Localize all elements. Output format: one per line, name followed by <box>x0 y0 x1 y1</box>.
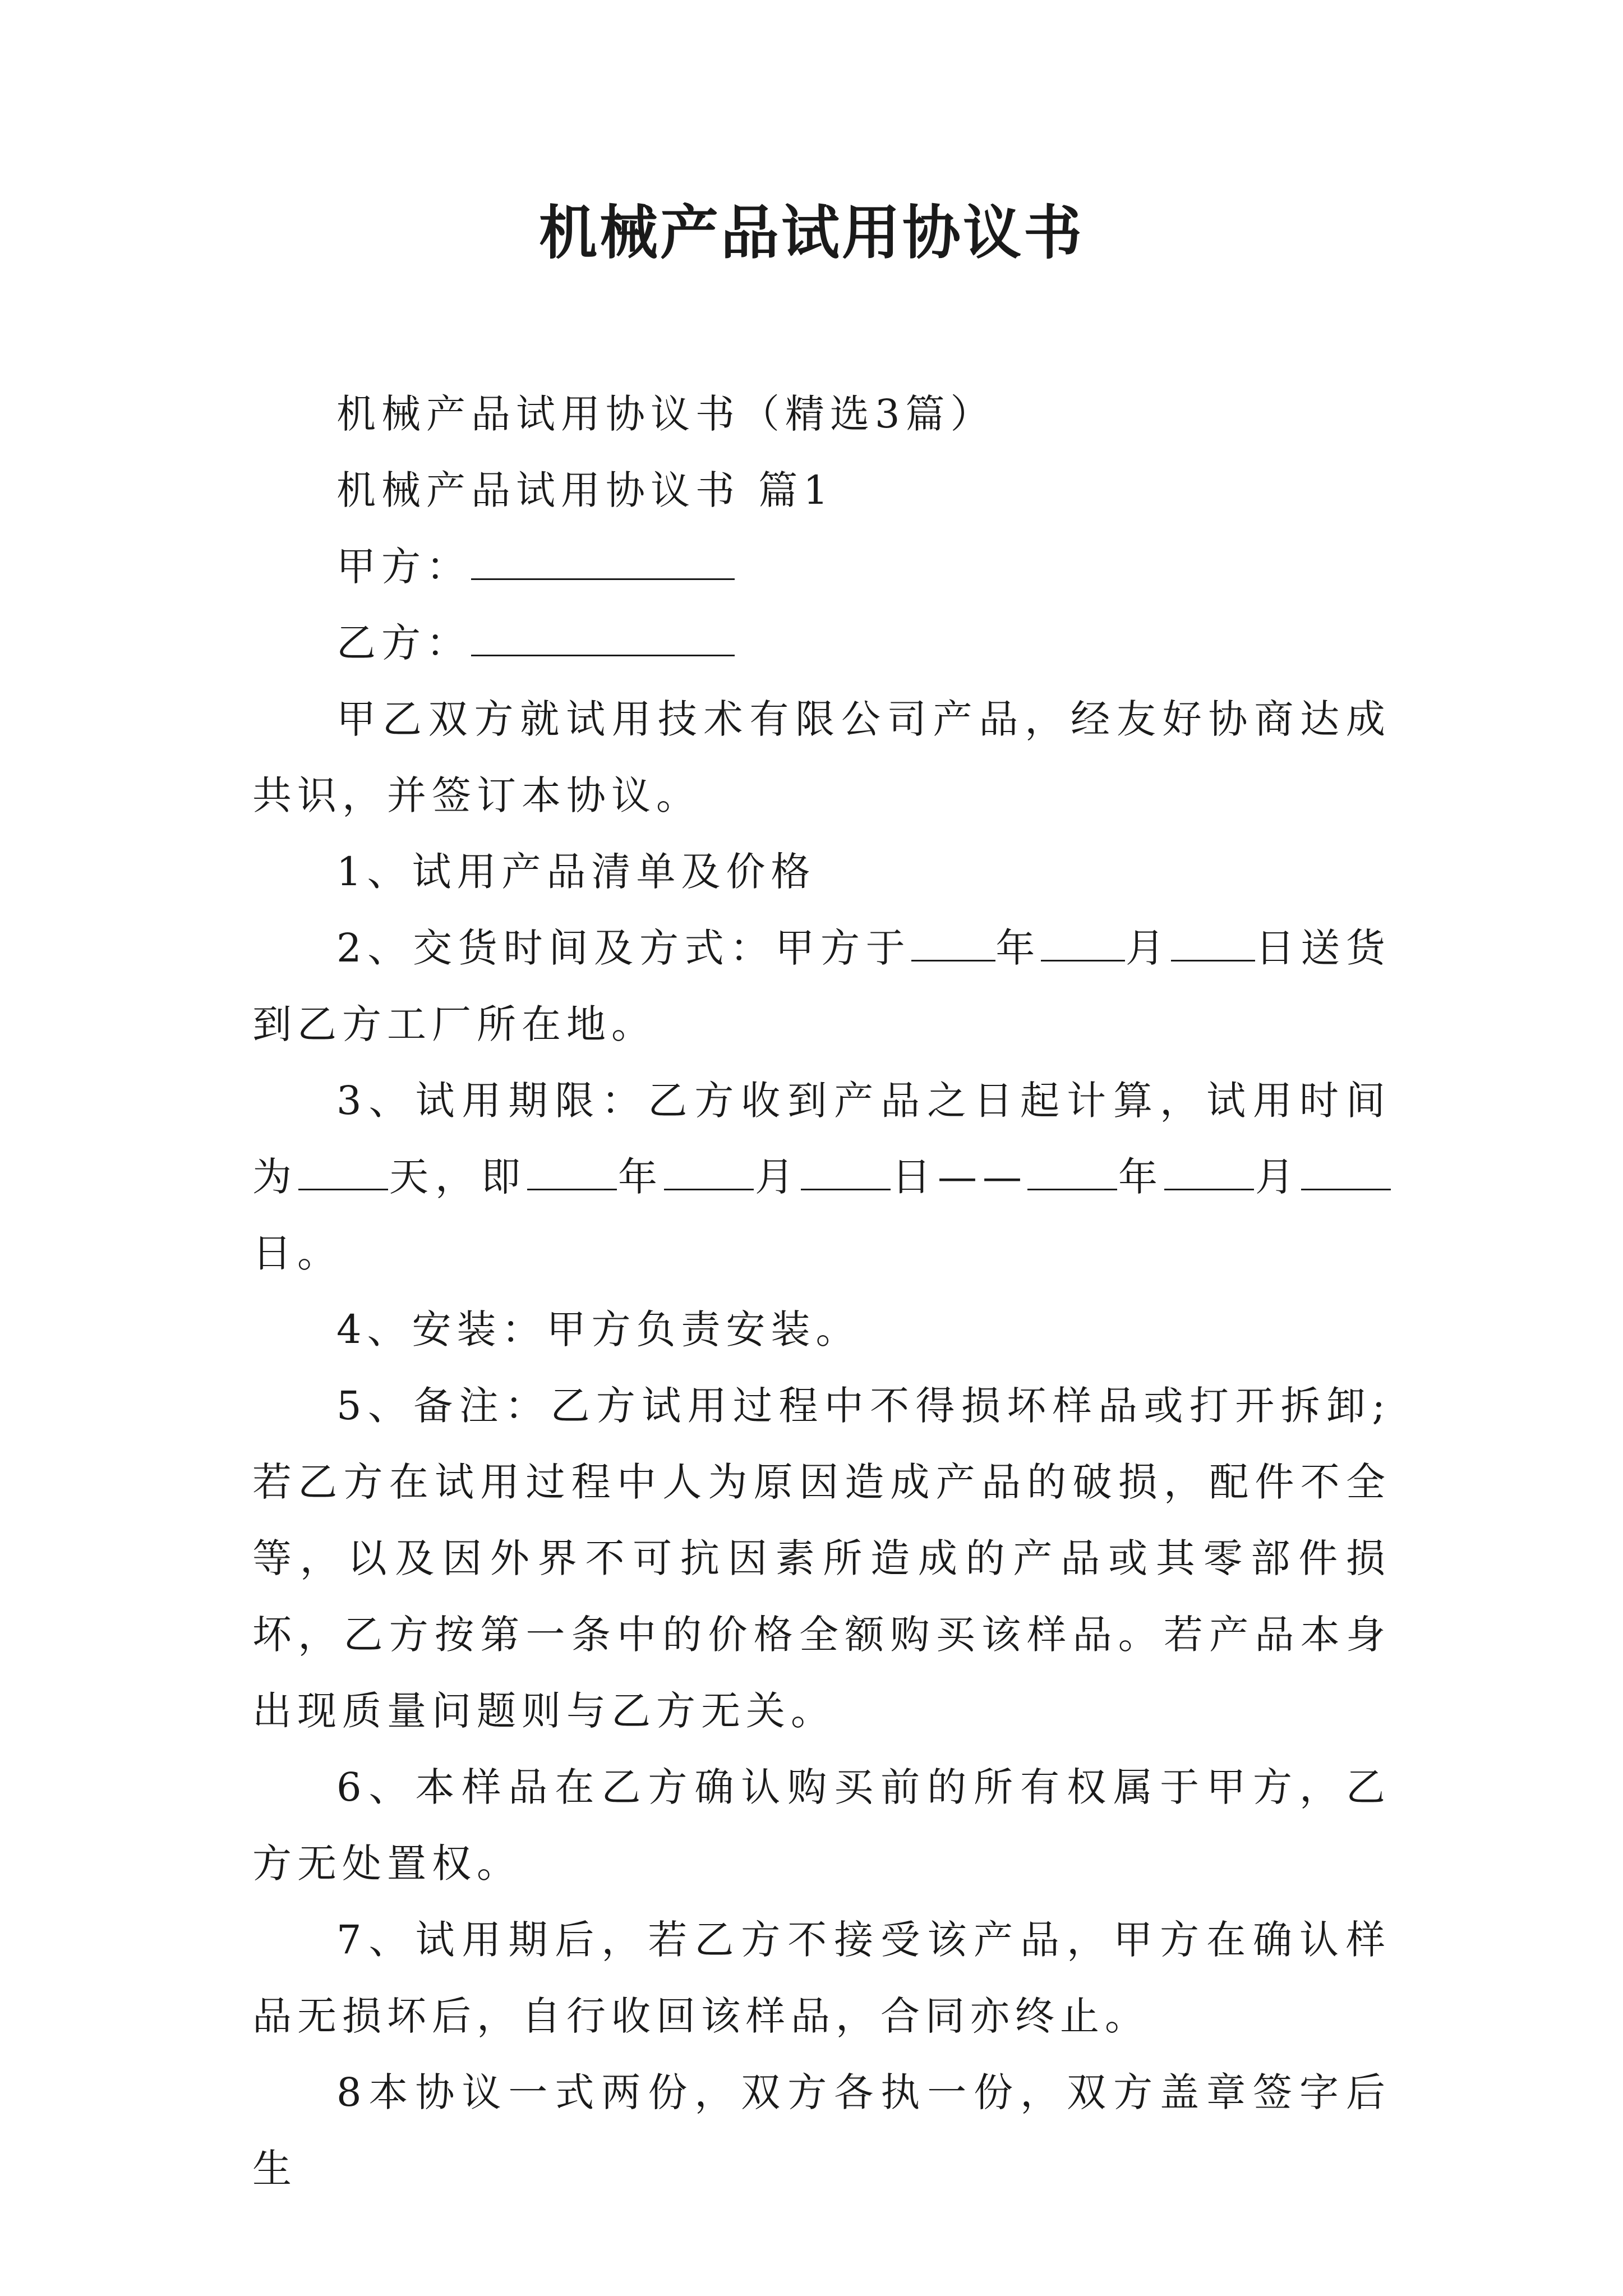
clause-2-month: 月 <box>1125 925 1171 971</box>
end-day-blank <box>1301 1155 1391 1190</box>
party-a-label: 甲方： <box>336 544 471 590</box>
party-b-blank <box>471 621 735 656</box>
clause-2-year: 年 <box>995 925 1041 971</box>
party-b-line <box>252 605 1391 681</box>
end-month-blank <box>1164 1155 1254 1190</box>
start-year-blank <box>527 1155 617 1190</box>
intro-paragraph: 甲乙双方就试用技术有限公司产品，经友好协商达成共识，并签订本协议。 <box>252 696 1391 818</box>
party-b-label: 乙方： <box>336 620 471 666</box>
delivery-year-blank <box>911 926 995 961</box>
clause-2-text: 2、交货时间及方式：甲方于 <box>336 925 911 971</box>
clause-3-end: 日。 <box>252 1230 342 1276</box>
clause-3-month: 月 <box>754 1154 801 1200</box>
start-month-blank <box>664 1155 754 1190</box>
start-day-blank <box>801 1155 891 1190</box>
delivery-day-blank <box>1171 926 1255 961</box>
clause-3-day-label: 天，即 <box>388 1154 527 1200</box>
clause-3-year: 年 <box>617 1154 664 1200</box>
clause-5: 5、备注：乙方试用过程中不得损坏样品或打开拆卸;若乙方在试用过程中人为原因造成产品的破损，配件不全等，以及因外界不可抗因素所造成的产品或其零部件损坏，乙方按第一条中的价格全额购买该样品。若产品本身出现质量问题则与乙方无关。 <box>252 1383 1391 1734</box>
clause-3 <box>252 1062 1391 1291</box>
document-body <box>252 376 1391 2207</box>
end-year-blank <box>1027 1155 1117 1190</box>
clause-3-text: 3、试用期限：乙方收到产品之日起计算，试用时间为 <box>252 1078 1391 1200</box>
section-heading: 机械产品试用协议书 篇1 <box>336 467 834 513</box>
clause-2 <box>252 910 1391 1062</box>
clause-2-end: 日送货到乙方工厂所在地。 <box>252 925 1391 1047</box>
clause-3-year2: 年 <box>1117 1154 1164 1200</box>
party-a-blank <box>471 545 735 580</box>
clause-6: 6、本样品在乙方确认购买前的所有权属于甲方，乙方无处置权。 <box>252 1764 1391 1887</box>
clause-4: 4、安装：甲方负责安装。 <box>336 1306 861 1352</box>
clause-1: 1、试用产品清单及价格 <box>336 849 816 895</box>
party-a-line <box>252 528 1391 605</box>
document-subtitle: 机械产品试用协议书（精选3篇） <box>336 391 995 437</box>
clause-7: 7、试用期后，若乙方不接受该产品，甲方在确认样品无损坏后，自行收回该样品，合同亦终止。 <box>252 1917 1391 2039</box>
delivery-month-blank <box>1041 926 1125 961</box>
trial-days-blank <box>298 1155 388 1190</box>
clause-3-month2: 月 <box>1254 1154 1301 1200</box>
document-title: 机械产品试用协议书 <box>538 198 1084 267</box>
clause-8: 8本协议一式两份，双方各执一份，双方盖章签字后生 <box>252 2069 1391 2192</box>
clause-3-day-dash: 日—— <box>891 1154 1027 1200</box>
